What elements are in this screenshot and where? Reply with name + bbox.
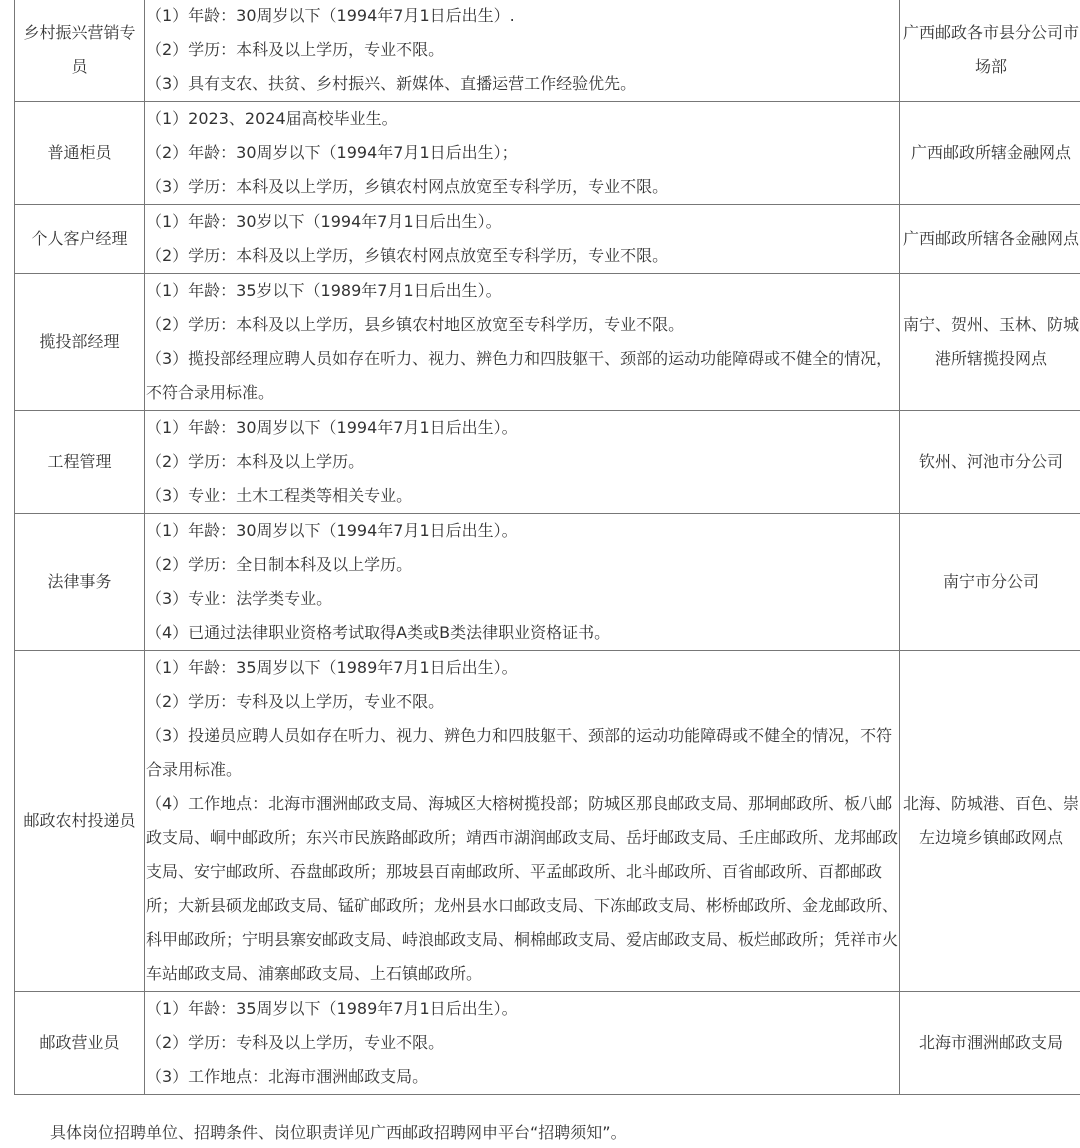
- requirement-line: （1）2023、2024届高校毕业生。: [146, 102, 898, 136]
- requirement-line: （1）年龄：35周岁以下（1989年7月1日后出生）。: [146, 992, 898, 1026]
- position-cell: 普通柜员: [15, 102, 145, 205]
- hiring-unit-cell: 钦州、河池市分公司: [900, 411, 1080, 514]
- requirement-line: （2）学历：本科及以上学历。: [146, 445, 898, 479]
- requirement-line: （2）学历：本科及以上学历，县乡镇农村地区放宽至专科学历，专业不限。: [146, 308, 898, 342]
- position-cell: 邮政农村投递员: [15, 651, 145, 992]
- table-row: [15, 992, 1080, 1095]
- requirement-line: （1）年龄：35岁以下（1989年7月1日后出生）。: [146, 274, 898, 308]
- requirements-cell: [145, 514, 900, 651]
- requirement-line: （3）揽投部经理应聘人员如存在听力、视力、辨色力和四肢躯干、颈部的运动功能障碍或不健全的情况，不符合录用标准。: [146, 342, 898, 410]
- requirement-line: （2）学历：全日制本科及以上学历。: [146, 548, 898, 582]
- requirement-line: （2）学历：专科及以上学历，专业不限。: [146, 685, 898, 719]
- requirement-line: （4）工作地点：北海市涠洲邮政支局、海城区大榕树揽投部；防城区那良邮政支局、那垌邮政所、板八邮政支局、峒中邮政所；东兴市民族路邮政所；靖西市湖润邮政支局、岳圩邮政支局、壬庄邮政所、龙邦邮政支局、安宁邮政所、吞盘邮政所；那坡县百南邮政所、平孟邮政所、北斗邮政所、百省邮政所、百都邮政所；大新县硕龙邮政支局、锰矿邮政所；龙州县水口邮政支局、下冻邮政支局、彬桥邮政所、金龙邮政所、科甲邮政所；宁明县寨安邮政支局、峙浪邮政支局、桐棉邮政支局、爱店邮政支局、板烂邮政所；凭祥市火车站邮政支局、浦寨邮政支局、上石镇邮政所。: [146, 787, 898, 991]
- requirement-line: （3）投递员应聘人员如存在听力、视力、辨色力和四肢躯干、颈部的运动功能障碍或不健全的情况，不符合录用标准。: [146, 719, 898, 787]
- hiring-unit-cell: 北海、防城港、百色、崇左边境乡镇邮政网点: [900, 651, 1080, 992]
- position-cell: 揽投部经理: [15, 274, 145, 411]
- hiring-unit-cell: 南宁、贺州、玉林、防城港所辖揽投网点: [900, 274, 1080, 411]
- requirement-line: （2）学历：专科及以上学历，专业不限。: [146, 1026, 898, 1060]
- position-cell: 乡村振兴营销专员: [15, 0, 145, 102]
- position-cell: 个人客户经理: [15, 205, 145, 274]
- table-row: [15, 651, 1080, 992]
- requirement-line: （2）年龄：30周岁以下（1994年7月1日后出生）；: [146, 136, 898, 170]
- requirements-cell: [145, 102, 900, 205]
- table-row: [15, 205, 1080, 274]
- hiring-unit-cell: 北海市涠洲邮政支局: [900, 992, 1080, 1095]
- requirement-line: （1）年龄：30周岁以下（1994年7月1日后出生）。: [146, 514, 898, 548]
- requirements-cell: [145, 651, 900, 992]
- footer-note: 具体岗位招聘单位、招聘条件、岗位职责详见广西邮政招聘网申平台“招聘须知”。: [50, 1118, 627, 1148]
- hiring-unit-cell: 南宁市分公司: [900, 514, 1080, 651]
- table-row: [15, 274, 1080, 411]
- table-row: [15, 102, 1080, 205]
- requirements-cell: [145, 274, 900, 411]
- recruitment-table: [14, 0, 1080, 1095]
- requirement-line: （4）已通过法律职业资格考试取得A类或B类法律职业资格证书。: [146, 616, 898, 650]
- requirement-line: （1）年龄：30周岁以下（1994年7月1日后出生）.: [146, 0, 898, 33]
- requirement-line: （3）专业：法学类专业。: [146, 582, 898, 616]
- position-cell: 邮政营业员: [15, 992, 145, 1095]
- requirements-cell: [145, 205, 900, 274]
- requirement-line: （2）学历：本科及以上学历，乡镇农村网点放宽至专科学历，专业不限。: [146, 239, 898, 273]
- requirement-line: （3）学历：本科及以上学历，乡镇农村网点放宽至专科学历，专业不限。: [146, 170, 898, 204]
- requirements-cell: [145, 992, 900, 1095]
- table-row: [15, 514, 1080, 651]
- requirement-line: （1）年龄：30周岁以下（1994年7月1日后出生）。: [146, 411, 898, 445]
- requirement-line: （3）具有支农、扶贫、乡村振兴、新媒体、直播运营工作经验优先。: [146, 67, 898, 101]
- requirement-line: （2）学历：本科及以上学历，专业不限。: [146, 33, 898, 67]
- table-row: [15, 0, 1080, 102]
- requirements-cell: [145, 0, 900, 102]
- position-cell: 法律事务: [15, 514, 145, 651]
- hiring-unit-cell: 广西邮政所辖各金融网点: [900, 205, 1080, 274]
- position-cell: 工程管理: [15, 411, 145, 514]
- requirements-cell: [145, 411, 900, 514]
- table-row: [15, 411, 1080, 514]
- requirement-line: （3）专业：土木工程类等相关专业。: [146, 479, 898, 513]
- requirement-line: （1）年龄：35周岁以下（1989年7月1日后出生）。: [146, 651, 898, 685]
- hiring-unit-cell: 广西邮政各市县分公司市场部: [900, 0, 1080, 102]
- requirement-line: （3）工作地点：北海市涠洲邮政支局。: [146, 1060, 898, 1094]
- hiring-unit-cell: 广西邮政所辖金融网点: [900, 102, 1080, 205]
- requirement-line: （1）年龄：30岁以下（1994年7月1日后出生）。: [146, 205, 898, 239]
